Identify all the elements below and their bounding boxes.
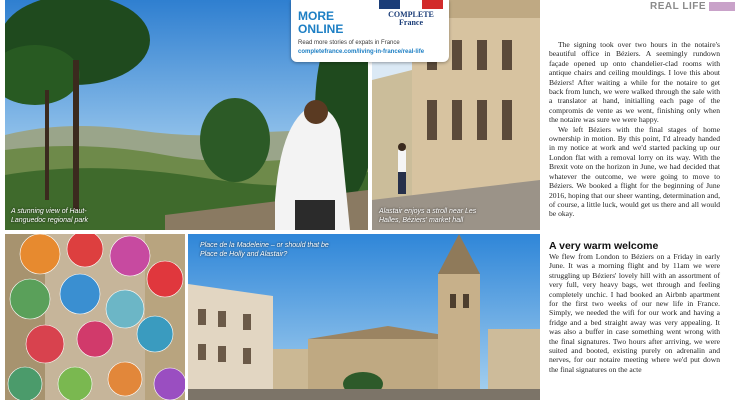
article-subheading: A very warm welcome bbox=[549, 240, 659, 252]
promo-url-link[interactable]: completefrance.com/living-in-france/real-life bbox=[298, 49, 425, 55]
complete-france-logo bbox=[379, 0, 443, 28]
photo-caption: Place de la Madeleine – or should that be Place de Holly and Alastair? bbox=[200, 242, 329, 258]
tricolour-flag-icon bbox=[379, 0, 443, 9]
article-paragraph: We left Béziers with the final stages of home ownership in motion. By this point, I'd already handed in my notice at work and we'd started packing up our London flat with a removal lorry on its way. With the Brexit vote on the horizon in June, we had decided that whatever the outcome, we were going to move to Béziers. We booked a flight for the beginning of June 2016, hoping that our sheer wanting, determination and, of course, a little luck, would get us there and all would be okay. bbox=[549, 124, 720, 219]
article-column-bottom bbox=[549, 240, 720, 374]
section-tag-bar bbox=[709, 2, 735, 11]
more-online-promo[interactable] bbox=[291, 0, 449, 62]
article-paragraph: The signing took over two hours in the notaire's beautiful office in Béziers. A seemingly rundown façade opened up onto chandelier-clad rooms with antique chairs and ceiling mouldings. I love this about Béziers! After waiting a while for the notaire to get back from lunch, we were walked through the sale with a translator at hand, initialling each page of the compromis de vente as we went, finishing only when the notaire was sure we were happy. bbox=[549, 40, 720, 125]
article-paragraph: We flew from London to Béziers on a Friday in early June. It was a morning flight and by 11am we were struggling up Béziers' lovely hill with an assortment of very full, very heavy bags, wet through and feeling completely unchic. I had booked an Airbnb apartment for the first two weeks of our new life in France. Simply, we needed the wifi for our work and having a fridge and a bed straight away was very appealing. It was also a buffer in case something went wrong with the final signatures. Two hours after arriving, we were suited and booted, existing purely on adrenalin and nerves, for our notaire meeting where we'd put down the final signatures on the acte bbox=[549, 252, 720, 374]
section-tag-label: REAL LIFE bbox=[650, 0, 706, 12]
photo-caption: A stunning view of Haut-Languedoc regional park bbox=[11, 208, 89, 224]
promo-subtitle: Read more stories of expats in France bbox=[298, 40, 400, 46]
photo-caption: Alastair enjoys a stroll near Les Halles, Béziers' market hall bbox=[379, 208, 477, 224]
logo-text-line2: France bbox=[399, 18, 423, 27]
article-column-top bbox=[549, 40, 720, 219]
promo-title-line2: ONLINE bbox=[298, 22, 344, 36]
promo-title: MORE bbox=[298, 9, 334, 23]
section-tag bbox=[650, 0, 735, 12]
logo-text: COMPLETE bbox=[388, 10, 434, 19]
photo-umbrellas bbox=[5, 234, 185, 400]
